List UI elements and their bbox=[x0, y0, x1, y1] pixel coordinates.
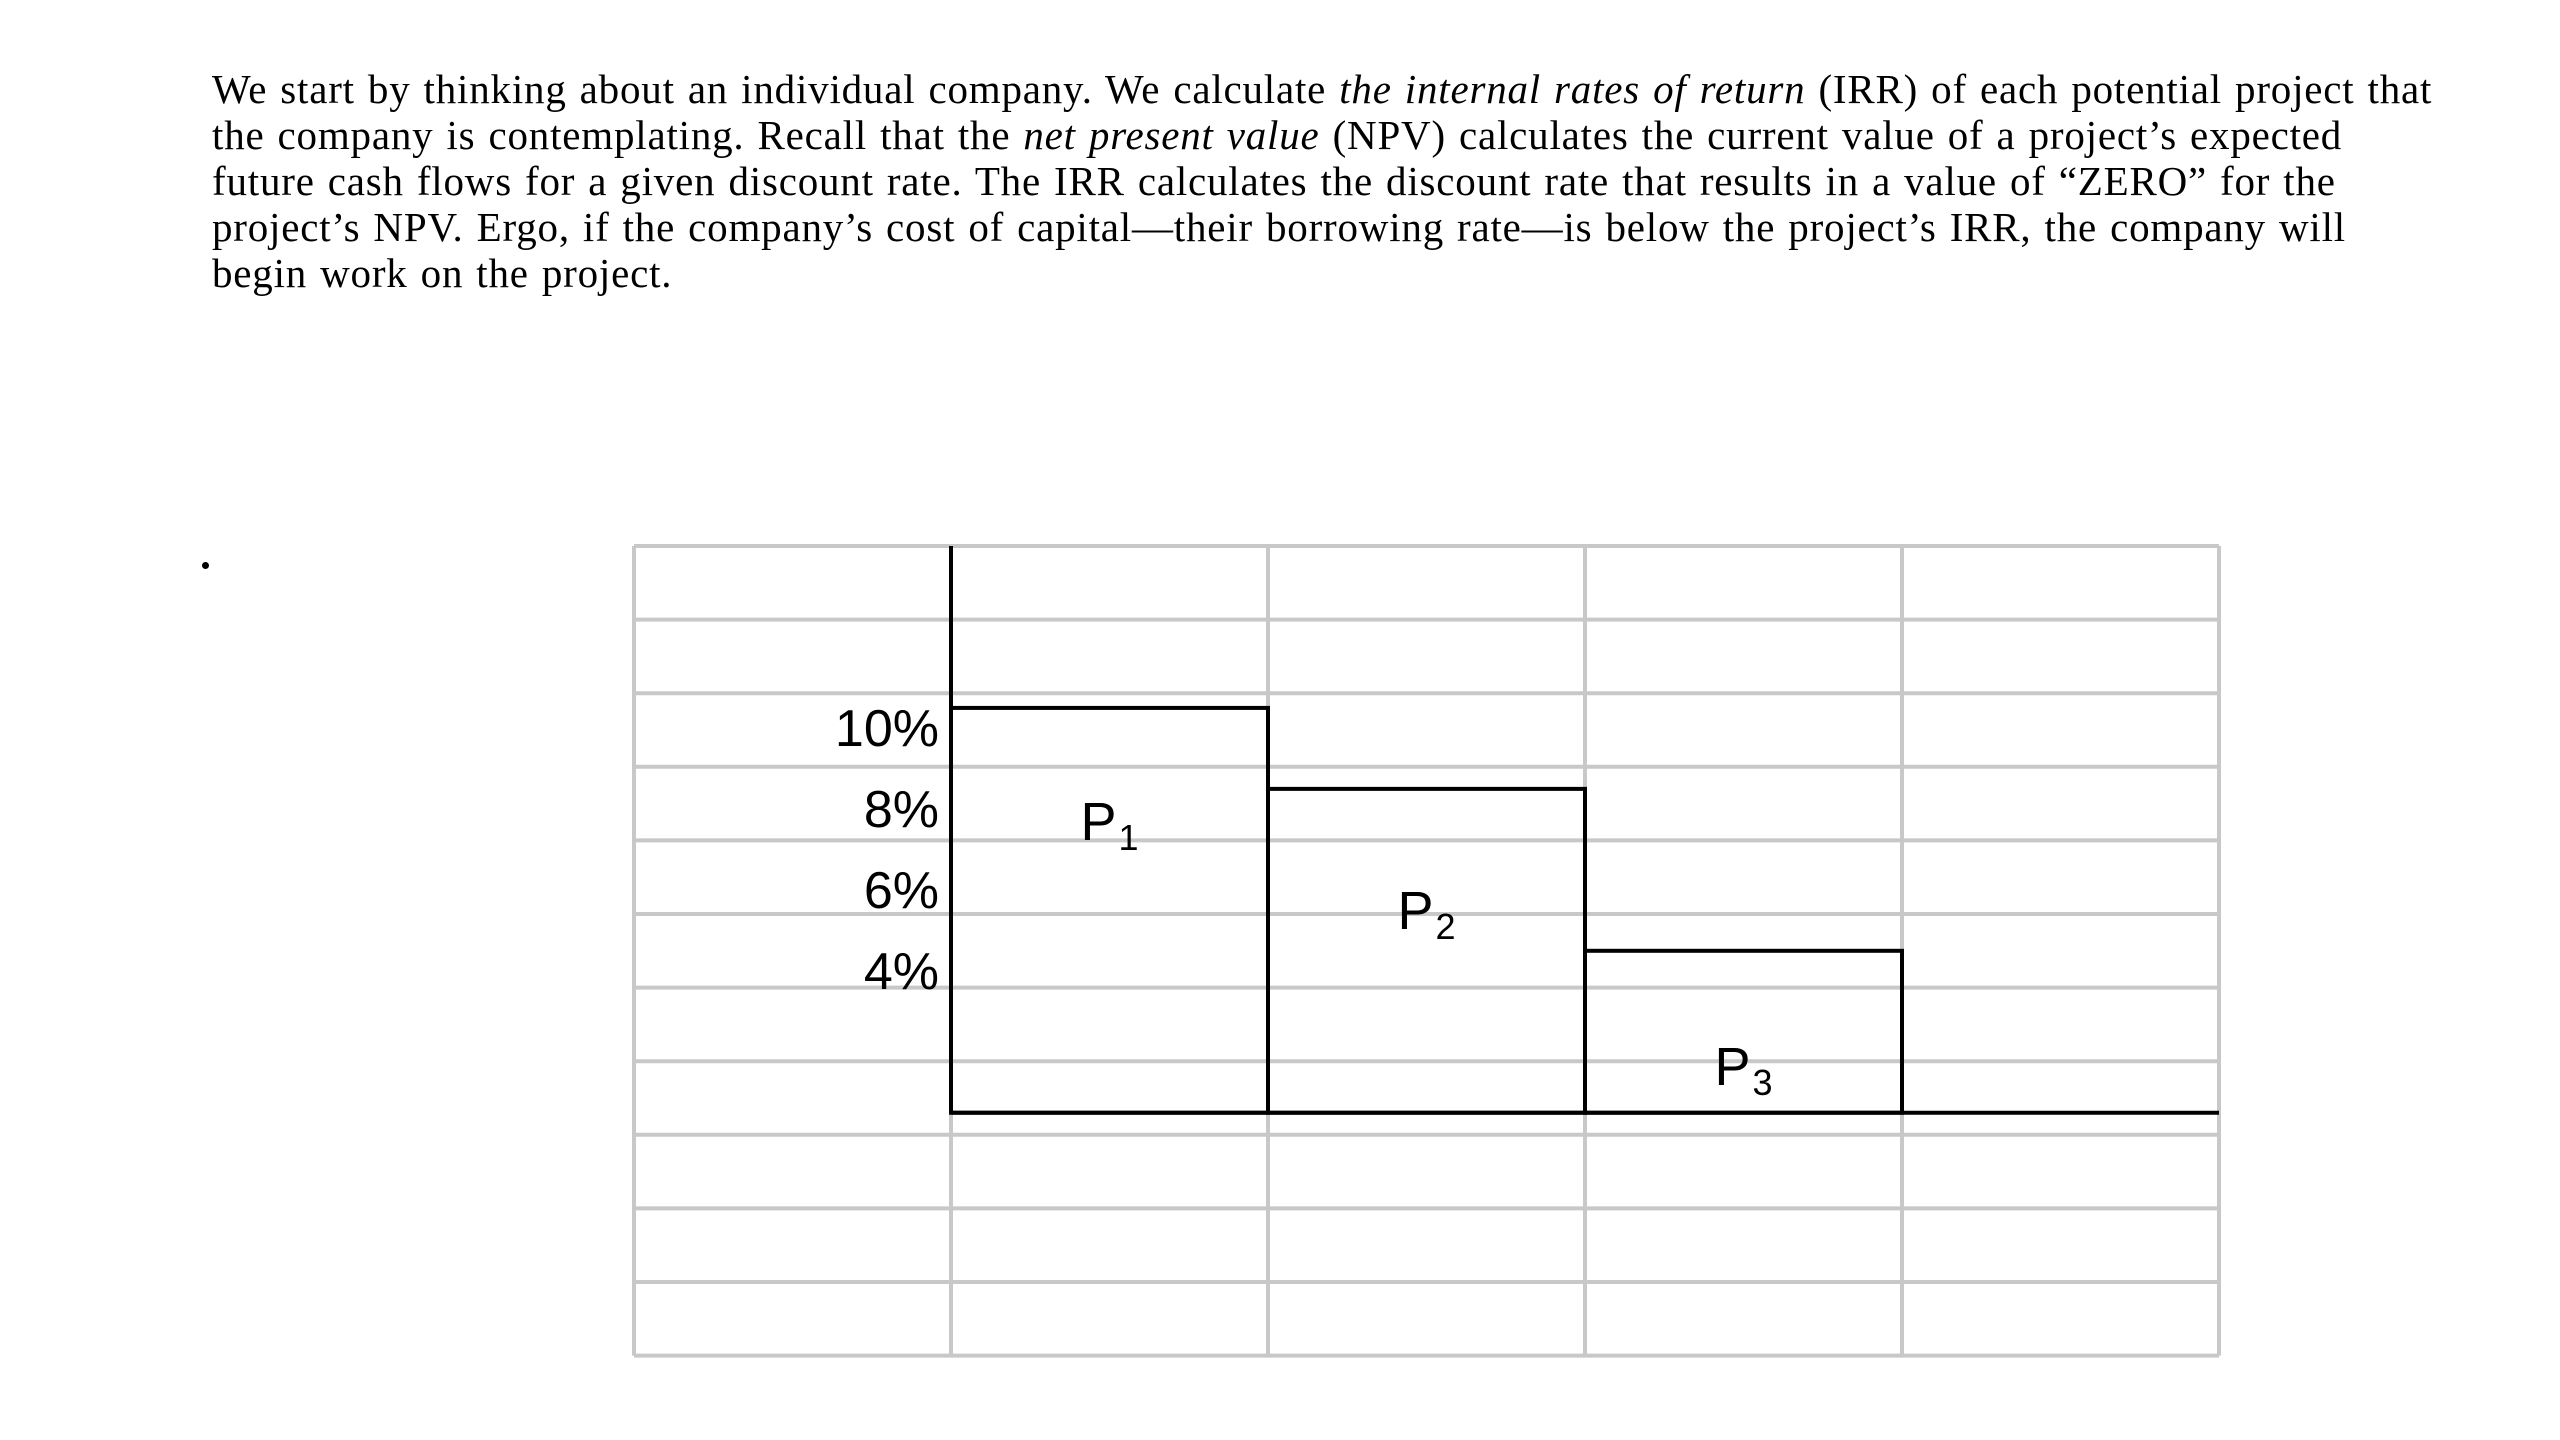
paragraph-text-1: We start by thinking about an individual company. We calculate bbox=[212, 66, 1340, 112]
bar-label-p1: P1 bbox=[1080, 791, 1139, 858]
paragraph-text-2: (IRR) of each potential project that the company is contemplating. Recall that the bbox=[212, 66, 2433, 158]
bar-label-p3: P3 bbox=[1714, 1036, 1773, 1103]
y-tick-label: 8% bbox=[863, 780, 939, 839]
paragraph-italic-npv: net present value bbox=[1023, 112, 1320, 158]
bar-p2 bbox=[1268, 789, 1585, 1113]
y-tick-label: 10% bbox=[834, 699, 939, 758]
bar-label-p2: P2 bbox=[1397, 880, 1456, 947]
paragraph-text-3: (NPV) calculates the current value of a project’s expected future cash flows for a given discount rate. The IRR calculates the discount rate that results in a value of “ZERO” for the project’s NPV. Ergo, if the company’s cost of capital—their borrowing rate—is below the project’s IRR, the company will begin work on the project. bbox=[212, 112, 2346, 296]
y-tick-label: 4% bbox=[863, 942, 939, 1001]
y-tick-label: 6% bbox=[863, 861, 939, 920]
paragraph-italic-irr: the internal rates of return bbox=[1339, 66, 1806, 112]
